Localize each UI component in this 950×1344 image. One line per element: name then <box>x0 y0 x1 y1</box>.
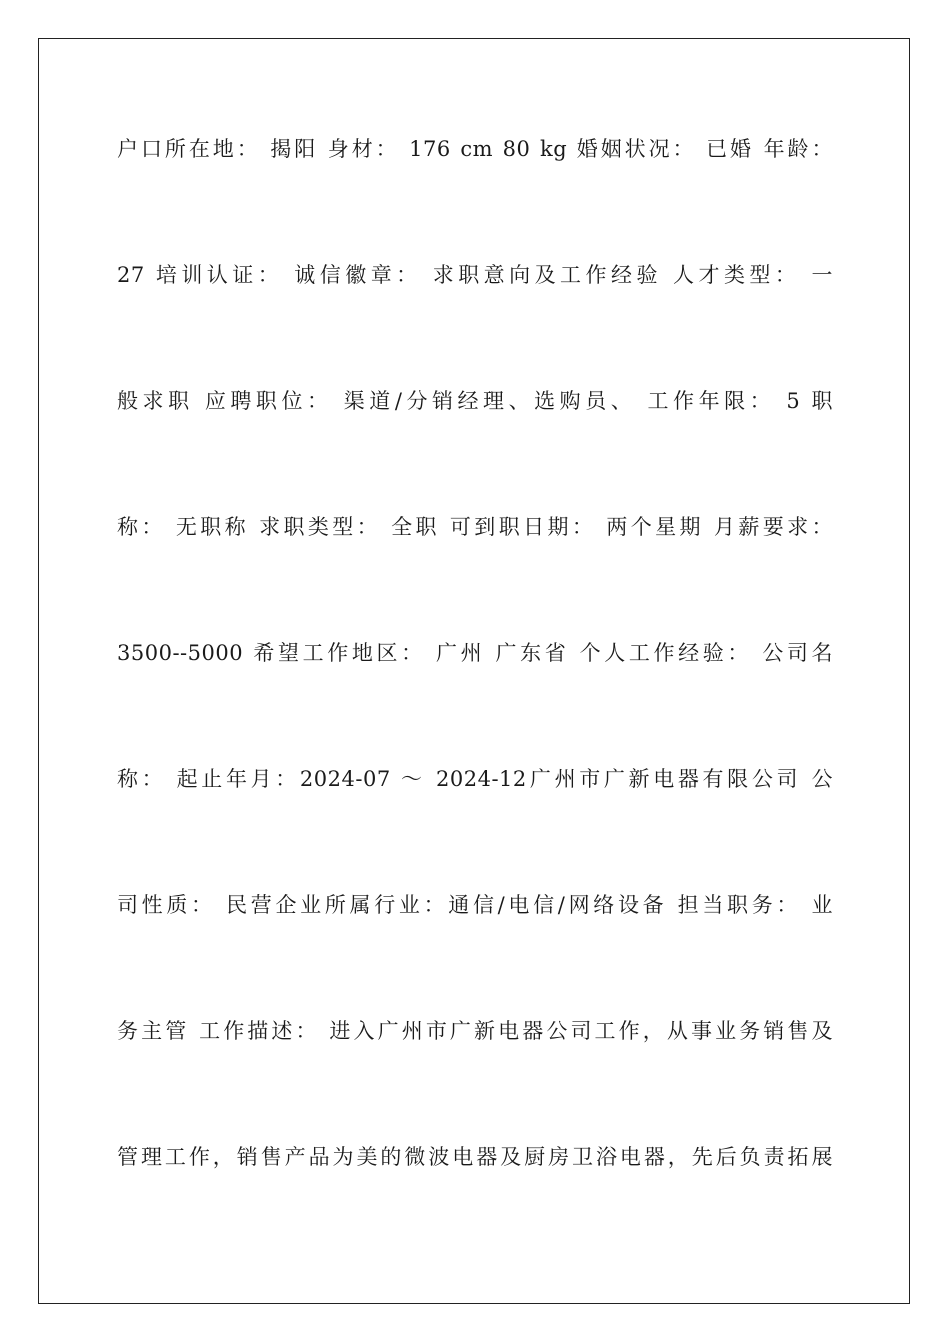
text-line-3: 般求职 应聘职位： 渠道/分销经理、选购员、 工作年限： 5 职 <box>117 389 833 413</box>
text-line-1: 户口所在地： 揭阳 身材： 176 cm 80 kg 婚姻状况： 已婚 年龄： <box>117 137 833 161</box>
text-line-5: 3500--5000 希望工作地区： 广州 广东省 个人工作经验： 公司名 <box>117 641 833 665</box>
text-line-2: 27 培训认证： 诚信徽章： 求职意向及工作经验 人才类型： 一 <box>117 263 833 287</box>
resume-text-body <box>117 128 833 1262</box>
text-line-9: 管理工作，销售产品为美的微波电器及厨房卫浴电器，先后负责拓展 <box>117 1145 833 1169</box>
text-line-7: 司性质： 民营企业所属行业：通信/电信/网络设备 担当职务： 业 <box>117 893 833 917</box>
text-line-8: 务主管 工作描述： 进入广州市广新电器公司工作，从事业务销售及 <box>117 1019 833 1043</box>
text-line-4: 称： 无职称 求职类型： 全职 可到职日期： 两个星期 月薪要求： <box>117 515 833 539</box>
text-line-6: 称： 起止年月：2024-07 ～ 2024-12广州市广新电器有限公司 公 <box>117 767 833 791</box>
